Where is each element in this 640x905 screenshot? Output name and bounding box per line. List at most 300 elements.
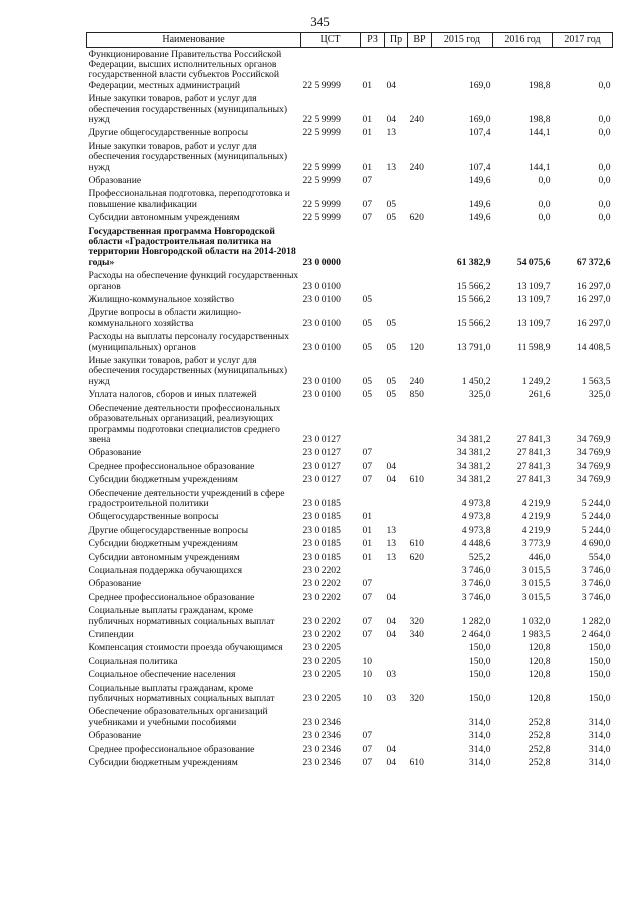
table-row (87, 591, 613, 604)
value-2016-cell: 120,8 (528, 655, 551, 667)
vr-cell: 240 (409, 113, 424, 125)
value-2016-cell: 4 219,9 (521, 524, 551, 536)
value-2015-cell: 61 382,9 (456, 256, 491, 268)
header-2015: 2015 год (432, 33, 493, 48)
vr-cell (408, 294, 432, 307)
cst-cell: 23 0 2205 (302, 693, 341, 705)
vr-cell: 850 (409, 389, 424, 401)
value-2017-cell: 34 769,9 (576, 460, 611, 472)
name-cell: Социальная политика (88, 655, 178, 667)
name-cell: Компенсация стоимости проезда обучающимся (88, 642, 283, 654)
vr-cell (408, 706, 432, 730)
rz-cell: 05 (362, 341, 373, 353)
value-2017-cell: 150,0 (588, 669, 611, 681)
value-2017-cell: 34 769,9 (576, 474, 611, 486)
table-row (87, 474, 613, 487)
rz-cell (361, 402, 385, 447)
pr-cell: 04 (386, 629, 397, 640)
vr-cell (408, 524, 432, 537)
table-row (87, 669, 613, 682)
value-2017-cell: 1 282,0 (581, 615, 611, 627)
name-cell: Общегосударственные вопросы (88, 511, 219, 523)
name-cell: Субсидии автономным учреждениям (88, 551, 240, 563)
name-cell: Государственная программа Новгородской области «Градостроительная политика на территории Новгородской области на 2014-2018 годы» (88, 225, 296, 268)
value-2015-cell: 13 791,0 (456, 341, 491, 353)
value-2017-cell: 0,0 (598, 127, 611, 139)
rz-cell: 01 (362, 524, 373, 536)
pr-cell (385, 270, 408, 294)
value-2016-cell: 198,8 (528, 113, 551, 125)
value-2016-cell: 27 841,3 (516, 447, 551, 459)
vr-cell (408, 730, 432, 743)
table-row (87, 270, 613, 294)
value-2015-cell: 4 973,8 (461, 524, 491, 536)
rz-cell: 07 (362, 578, 373, 590)
pr-cell: 05 (386, 317, 397, 329)
value-2015-cell: 149,6 (468, 212, 491, 224)
rz-cell: 07 (362, 198, 373, 210)
value-2015-cell: 34 381,2 (456, 460, 491, 472)
vr-cell (408, 48, 432, 93)
cst-cell: 23 0 0185 (302, 497, 341, 509)
name-cell: Функционирование Правительства Российской Федерации, высших исполнительных органов государственной власти субъектов Российской Федерации, местных администраций (88, 48, 282, 91)
pr-cell: 04 (386, 591, 397, 603)
vr-cell (408, 188, 432, 212)
vr-cell: 320 (409, 693, 424, 705)
value-2016-cell: 3 015,5 (521, 578, 551, 590)
rz-cell: 01 (362, 127, 373, 139)
pr-cell (385, 706, 408, 730)
vr-cell (408, 642, 432, 655)
vr-cell (408, 402, 432, 447)
rz-cell: 10 (362, 669, 373, 681)
table-row (87, 757, 613, 770)
value-2017-cell: 150,0 (588, 642, 611, 654)
table-row (87, 174, 613, 187)
table-row (87, 402, 613, 447)
value-2016-cell: 27 841,3 (516, 474, 551, 486)
table-row (87, 551, 613, 564)
vr-cell (408, 743, 432, 756)
name-cell: Субсидии бюджетным учреждениям (88, 757, 238, 769)
rz-cell: 01 (362, 113, 373, 125)
cst-cell: 22 5 9999 (302, 79, 341, 91)
pr-cell (385, 578, 408, 591)
cst-cell: 23 0 0100 (302, 294, 341, 306)
rz-cell (361, 642, 385, 655)
name-cell: Образование (88, 578, 142, 590)
header-cst: ЦСТ (301, 33, 361, 48)
value-2015-cell: 1 450,2 (461, 375, 491, 387)
value-2017-cell: 0,0 (598, 113, 611, 125)
value-2017-cell: 314,0 (588, 730, 611, 742)
table-row (87, 605, 613, 629)
cst-cell: 23 0 0127 (302, 474, 341, 486)
pr-cell: 13 (386, 551, 397, 563)
table-row (87, 524, 613, 537)
page-number: 345 (310, 14, 330, 29)
table-row (87, 655, 613, 668)
value-2016-cell: 4 219,9 (521, 497, 551, 509)
value-2015-cell: 4 973,8 (461, 497, 491, 509)
pr-cell (385, 642, 408, 655)
value-2016-cell: 144,1 (528, 161, 551, 173)
name-cell: Профессиональная подготовка, переподготовка и повышение квалификации (88, 188, 290, 210)
pr-cell: 04 (386, 743, 397, 755)
vr-cell: 120 (409, 341, 424, 353)
value-2016-cell: 54 075,6 (516, 256, 551, 268)
cst-cell: 23 0 2346 (302, 730, 341, 742)
value-2015-cell: 525,2 (468, 551, 491, 563)
pr-cell: 04 (386, 113, 397, 125)
pr-cell: 05 (386, 389, 397, 401)
value-2017-cell: 554,0 (588, 551, 611, 563)
pr-cell: 13 (386, 538, 397, 550)
pr-cell: 13 (386, 161, 397, 173)
value-2015-cell: 314,0 (468, 743, 491, 755)
value-2017-cell: 150,0 (588, 655, 611, 667)
name-cell: Обеспечение деятельности учреждений в сфере градостроительной политики (88, 487, 285, 509)
rz-cell: 01 (362, 511, 373, 523)
value-2016-cell: 0,0 (538, 198, 551, 210)
cst-cell: 23 0 2202 (302, 578, 341, 590)
vr-cell (408, 591, 432, 604)
value-2016-cell: 27 841,3 (516, 460, 551, 472)
rz-cell: 05 (362, 389, 373, 401)
name-cell: Обеспечение деятельности профессиональных образовательных организаций, реализующих программы подготовки специалистов среднего звена (88, 402, 281, 445)
name-cell: Образование (88, 447, 142, 459)
pr-cell: 05 (386, 198, 397, 210)
table-row (87, 629, 613, 642)
cst-cell: 22 5 9999 (302, 212, 341, 224)
cst-cell: 23 0 2205 (302, 642, 341, 654)
name-cell: Социальные выплаты гражданам, кроме публичных нормативных социальных выплат (88, 605, 275, 627)
vr-cell (408, 460, 432, 473)
value-2017-cell: 16 297,0 (576, 280, 611, 292)
name-cell: Среднее профессиональное образование (88, 743, 255, 755)
vr-cell (408, 578, 432, 591)
rz-cell: 07 (362, 743, 373, 755)
rz-cell: 10 (362, 655, 373, 667)
vr-cell (408, 669, 432, 682)
value-2016-cell: 13 109,7 (516, 317, 551, 329)
value-2016-cell: 13 109,7 (516, 294, 551, 306)
cst-cell: 23 0 2346 (302, 716, 341, 728)
value-2016-cell: 120,8 (528, 669, 551, 681)
cst-cell: 23 0 0127 (302, 433, 341, 445)
value-2015-cell: 15 566,2 (456, 294, 491, 306)
header-vr: ВР (408, 33, 432, 48)
value-2017-cell: 34 769,9 (576, 447, 611, 459)
cst-cell: 23 0 2202 (302, 629, 341, 640)
value-2016-cell: 1 249,2 (521, 375, 551, 387)
value-2016-cell: 120,8 (528, 693, 551, 705)
name-cell: Иные закупки товаров, работ и услуг для обеспечения государственных (муниципальных) нужд (88, 355, 288, 387)
rz-cell (361, 270, 385, 294)
value-2017-cell: 314,0 (588, 757, 611, 769)
pr-cell (385, 655, 408, 668)
value-2015-cell: 150,0 (468, 669, 491, 681)
value-2015-cell: 2 464,0 (461, 629, 491, 640)
name-cell: Социальные выплаты гражданам, кроме публичных нормативных социальных выплат (88, 682, 275, 705)
value-2016-cell: 3 015,5 (521, 564, 551, 576)
value-2016-cell: 252,8 (528, 730, 551, 742)
value-2016-cell: 252,8 (528, 743, 551, 755)
vr-cell (408, 447, 432, 460)
name-cell: Субсидии бюджетным учреждениям (88, 474, 238, 486)
header-pr: Пр (385, 33, 408, 48)
cst-cell: 23 0 2202 (302, 564, 341, 576)
pr-cell: 03 (386, 669, 397, 681)
value-2016-cell: 3 015,5 (521, 591, 551, 603)
name-cell: Уплата налогов, сборов и иных платежей (88, 389, 257, 401)
pr-cell: 13 (386, 524, 397, 536)
rz-cell: 07 (362, 615, 373, 627)
vr-cell: 240 (409, 161, 424, 173)
value-2015-cell: 3 746,0 (461, 564, 491, 576)
name-cell: Стипендии (88, 629, 134, 640)
rz-cell: 07 (362, 212, 373, 224)
cst-cell: 22 5 9999 (302, 198, 341, 210)
value-2016-cell: 446,0 (528, 551, 551, 563)
value-2015-cell: 3 746,0 (461, 578, 491, 590)
table-row (87, 355, 613, 389)
table-row (87, 188, 613, 212)
pr-cell: 13 (386, 127, 397, 139)
pr-cell: 05 (386, 341, 397, 353)
name-cell: Расходы на выплаты персоналу государственных (муниципальных) органов (88, 331, 290, 353)
value-2016-cell: 3 773,9 (521, 538, 551, 550)
cst-cell: 23 0 2205 (302, 669, 341, 681)
rz-cell (361, 564, 385, 577)
value-2016-cell: 144,1 (528, 127, 551, 139)
cst-cell: 23 0 0185 (302, 551, 341, 563)
pr-cell: 04 (386, 757, 397, 769)
rz-cell: 07 (362, 730, 373, 742)
budget-table (86, 32, 613, 770)
value-2017-cell: 2 464,0 (581, 629, 611, 640)
table-row (87, 294, 613, 307)
rz-cell: 07 (362, 447, 373, 459)
table-row (87, 682, 613, 706)
table-row (87, 307, 613, 331)
vr-cell (408, 655, 432, 668)
cst-cell: 23 0 0127 (302, 447, 341, 459)
value-2017-cell: 3 746,0 (581, 591, 611, 603)
value-2017-cell: 0,0 (598, 212, 611, 224)
value-2017-cell: 34 769,9 (576, 433, 611, 445)
vr-cell (408, 225, 432, 270)
value-2016-cell: 27 841,3 (516, 433, 551, 445)
pr-cell (385, 487, 408, 511)
cst-cell: 23 0 0100 (302, 317, 341, 329)
cst-cell: 23 0 0100 (302, 280, 341, 292)
vr-cell (408, 174, 432, 187)
cst-cell: 23 0 2202 (302, 591, 341, 603)
rz-cell: 07 (362, 174, 373, 186)
value-2016-cell: 0,0 (538, 212, 551, 224)
rz-cell: 07 (362, 474, 373, 486)
rz-cell: 05 (362, 294, 373, 306)
name-cell: Другие общегосударственные вопросы (88, 127, 249, 139)
rz-cell: 05 (362, 375, 373, 387)
vr-cell (408, 270, 432, 294)
rz-cell: 07 (362, 629, 373, 640)
vr-cell (408, 564, 432, 577)
name-cell: Среднее профессиональное образование (88, 460, 255, 472)
table-row (87, 487, 613, 511)
value-2016-cell: 0,0 (538, 174, 551, 186)
value-2015-cell: 149,6 (468, 198, 491, 210)
table-row (87, 225, 613, 270)
pr-cell (385, 447, 408, 460)
table-row (87, 706, 613, 730)
value-2017-cell: 67 372,6 (576, 256, 611, 268)
pr-cell (385, 225, 408, 270)
vr-cell (408, 487, 432, 511)
table-row (87, 447, 613, 460)
value-2017-cell: 314,0 (588, 716, 611, 728)
vr-cell: 620 (409, 212, 424, 224)
pr-cell: 04 (386, 460, 397, 472)
cst-cell: 22 5 9999 (302, 127, 341, 139)
value-2015-cell: 314,0 (468, 730, 491, 742)
value-2017-cell: 0,0 (598, 161, 611, 173)
name-cell: Иные закупки товаров, работ и услуг для обеспечения государственных (муниципальных) нужд (88, 93, 288, 125)
pr-cell (385, 730, 408, 743)
table-row (87, 140, 613, 174)
value-2015-cell: 150,0 (468, 655, 491, 667)
value-2015-cell: 15 566,2 (456, 280, 491, 292)
header-rz: РЗ (361, 33, 385, 48)
value-2017-cell: 1 563,5 (581, 375, 611, 387)
value-2017-cell: 0,0 (598, 174, 611, 186)
rz-cell (361, 487, 385, 511)
table-row (87, 212, 613, 225)
rz-cell: 05 (362, 317, 373, 329)
table-body (87, 48, 613, 770)
value-2015-cell: 4 448,6 (461, 538, 491, 550)
value-2015-cell: 169,0 (468, 79, 491, 91)
header-name: Наименование (87, 33, 301, 48)
value-2016-cell: 120,8 (528, 642, 551, 654)
pr-cell: 05 (386, 375, 397, 387)
name-cell: Другие общегосударственные вопросы (88, 524, 249, 536)
vr-cell (408, 307, 432, 331)
vr-cell: 240 (409, 375, 424, 387)
cst-cell: 22 5 9999 (302, 113, 341, 125)
cst-cell: 22 5 9999 (302, 174, 341, 186)
pr-cell: 04 (386, 79, 397, 91)
name-cell: Обеспечение образовательных организаций учебниками и учебными пособиями (88, 706, 268, 728)
table-row (87, 127, 613, 140)
vr-cell: 610 (409, 538, 424, 550)
value-2017-cell: 3 746,0 (581, 564, 611, 576)
rz-cell: 01 (362, 161, 373, 173)
vr-cell: 340 (409, 629, 424, 640)
cst-cell: 23 0 0127 (302, 460, 341, 472)
value-2017-cell: 0,0 (598, 198, 611, 210)
value-2016-cell: 1 032,0 (521, 615, 551, 627)
value-2016-cell: 4 219,9 (521, 511, 551, 523)
pr-cell (385, 511, 408, 524)
table-row (87, 538, 613, 551)
pr-cell: 04 (386, 615, 397, 627)
name-cell: Среднее профессиональное образование (88, 591, 255, 603)
name-cell: Образование (88, 730, 142, 742)
rz-cell: 01 (362, 551, 373, 563)
value-2015-cell: 4 973,8 (461, 511, 491, 523)
value-2016-cell: 11 598,9 (517, 341, 551, 353)
cst-cell: 23 0 0100 (302, 341, 341, 353)
header-2016: 2016 год (493, 33, 553, 48)
cst-cell: 23 0 0185 (302, 538, 341, 550)
vr-cell: 620 (409, 551, 424, 563)
name-cell: Другие вопросы в области жилищно-коммунального хозяйства (88, 307, 242, 329)
table-row (87, 578, 613, 591)
name-cell: Расходы на обеспечение функций государственных органов (88, 270, 299, 292)
rz-cell (361, 706, 385, 730)
value-2017-cell: 3 746,0 (581, 578, 611, 590)
cst-cell: 23 0 0185 (302, 524, 341, 536)
cst-cell: 23 0 2205 (302, 655, 341, 667)
cst-cell: 23 0 0185 (302, 511, 341, 523)
table-row (87, 511, 613, 524)
value-2017-cell: 325,0 (588, 389, 611, 401)
value-2017-cell: 150,0 (588, 693, 611, 705)
value-2017-cell: 14 408,5 (576, 341, 611, 353)
name-cell: Субсидии автономным учреждениям (88, 212, 240, 224)
rz-cell: 07 (362, 591, 373, 603)
table-row (87, 730, 613, 743)
value-2015-cell: 150,0 (468, 693, 491, 705)
value-2015-cell: 107,4 (468, 161, 491, 173)
value-2015-cell: 34 381,2 (456, 447, 491, 459)
rz-cell: 10 (362, 693, 373, 705)
value-2015-cell: 34 381,2 (456, 474, 491, 486)
pr-cell: 04 (386, 474, 397, 486)
pr-cell (385, 402, 408, 447)
rz-cell: 01 (362, 79, 373, 91)
table-row (87, 389, 613, 402)
value-2015-cell: 3 746,0 (461, 591, 491, 603)
table-row (87, 564, 613, 577)
table-row (87, 743, 613, 756)
value-2016-cell: 252,8 (528, 757, 551, 769)
cst-cell: 23 0 2346 (302, 743, 341, 755)
value-2015-cell: 34 381,2 (456, 433, 491, 445)
cst-cell: 23 0 0100 (302, 389, 341, 401)
pr-cell (385, 294, 408, 307)
table-row (87, 93, 613, 127)
value-2017-cell: 16 297,0 (576, 294, 611, 306)
vr-cell: 610 (409, 757, 424, 769)
value-2017-cell: 16 297,0 (576, 317, 611, 329)
name-cell: Иные закупки товаров, работ и услуг для обеспечения государственных (муниципальных) нужд (88, 140, 288, 173)
pr-cell: 03 (386, 693, 397, 705)
value-2016-cell: 1 983,5 (521, 629, 551, 640)
table-header-row (87, 33, 613, 48)
name-cell: Жилищно-коммунальное хозяйство (88, 294, 235, 306)
cst-cell: 23 0 2202 (302, 615, 341, 627)
value-2016-cell: 13 109,7 (516, 280, 551, 292)
name-cell: Образование (88, 174, 142, 186)
value-2016-cell: 261,6 (528, 389, 551, 401)
vr-cell (408, 127, 432, 140)
table-row (87, 642, 613, 655)
name-cell: Субсидии бюджетным учреждениям (88, 538, 238, 550)
table-row (87, 331, 613, 355)
